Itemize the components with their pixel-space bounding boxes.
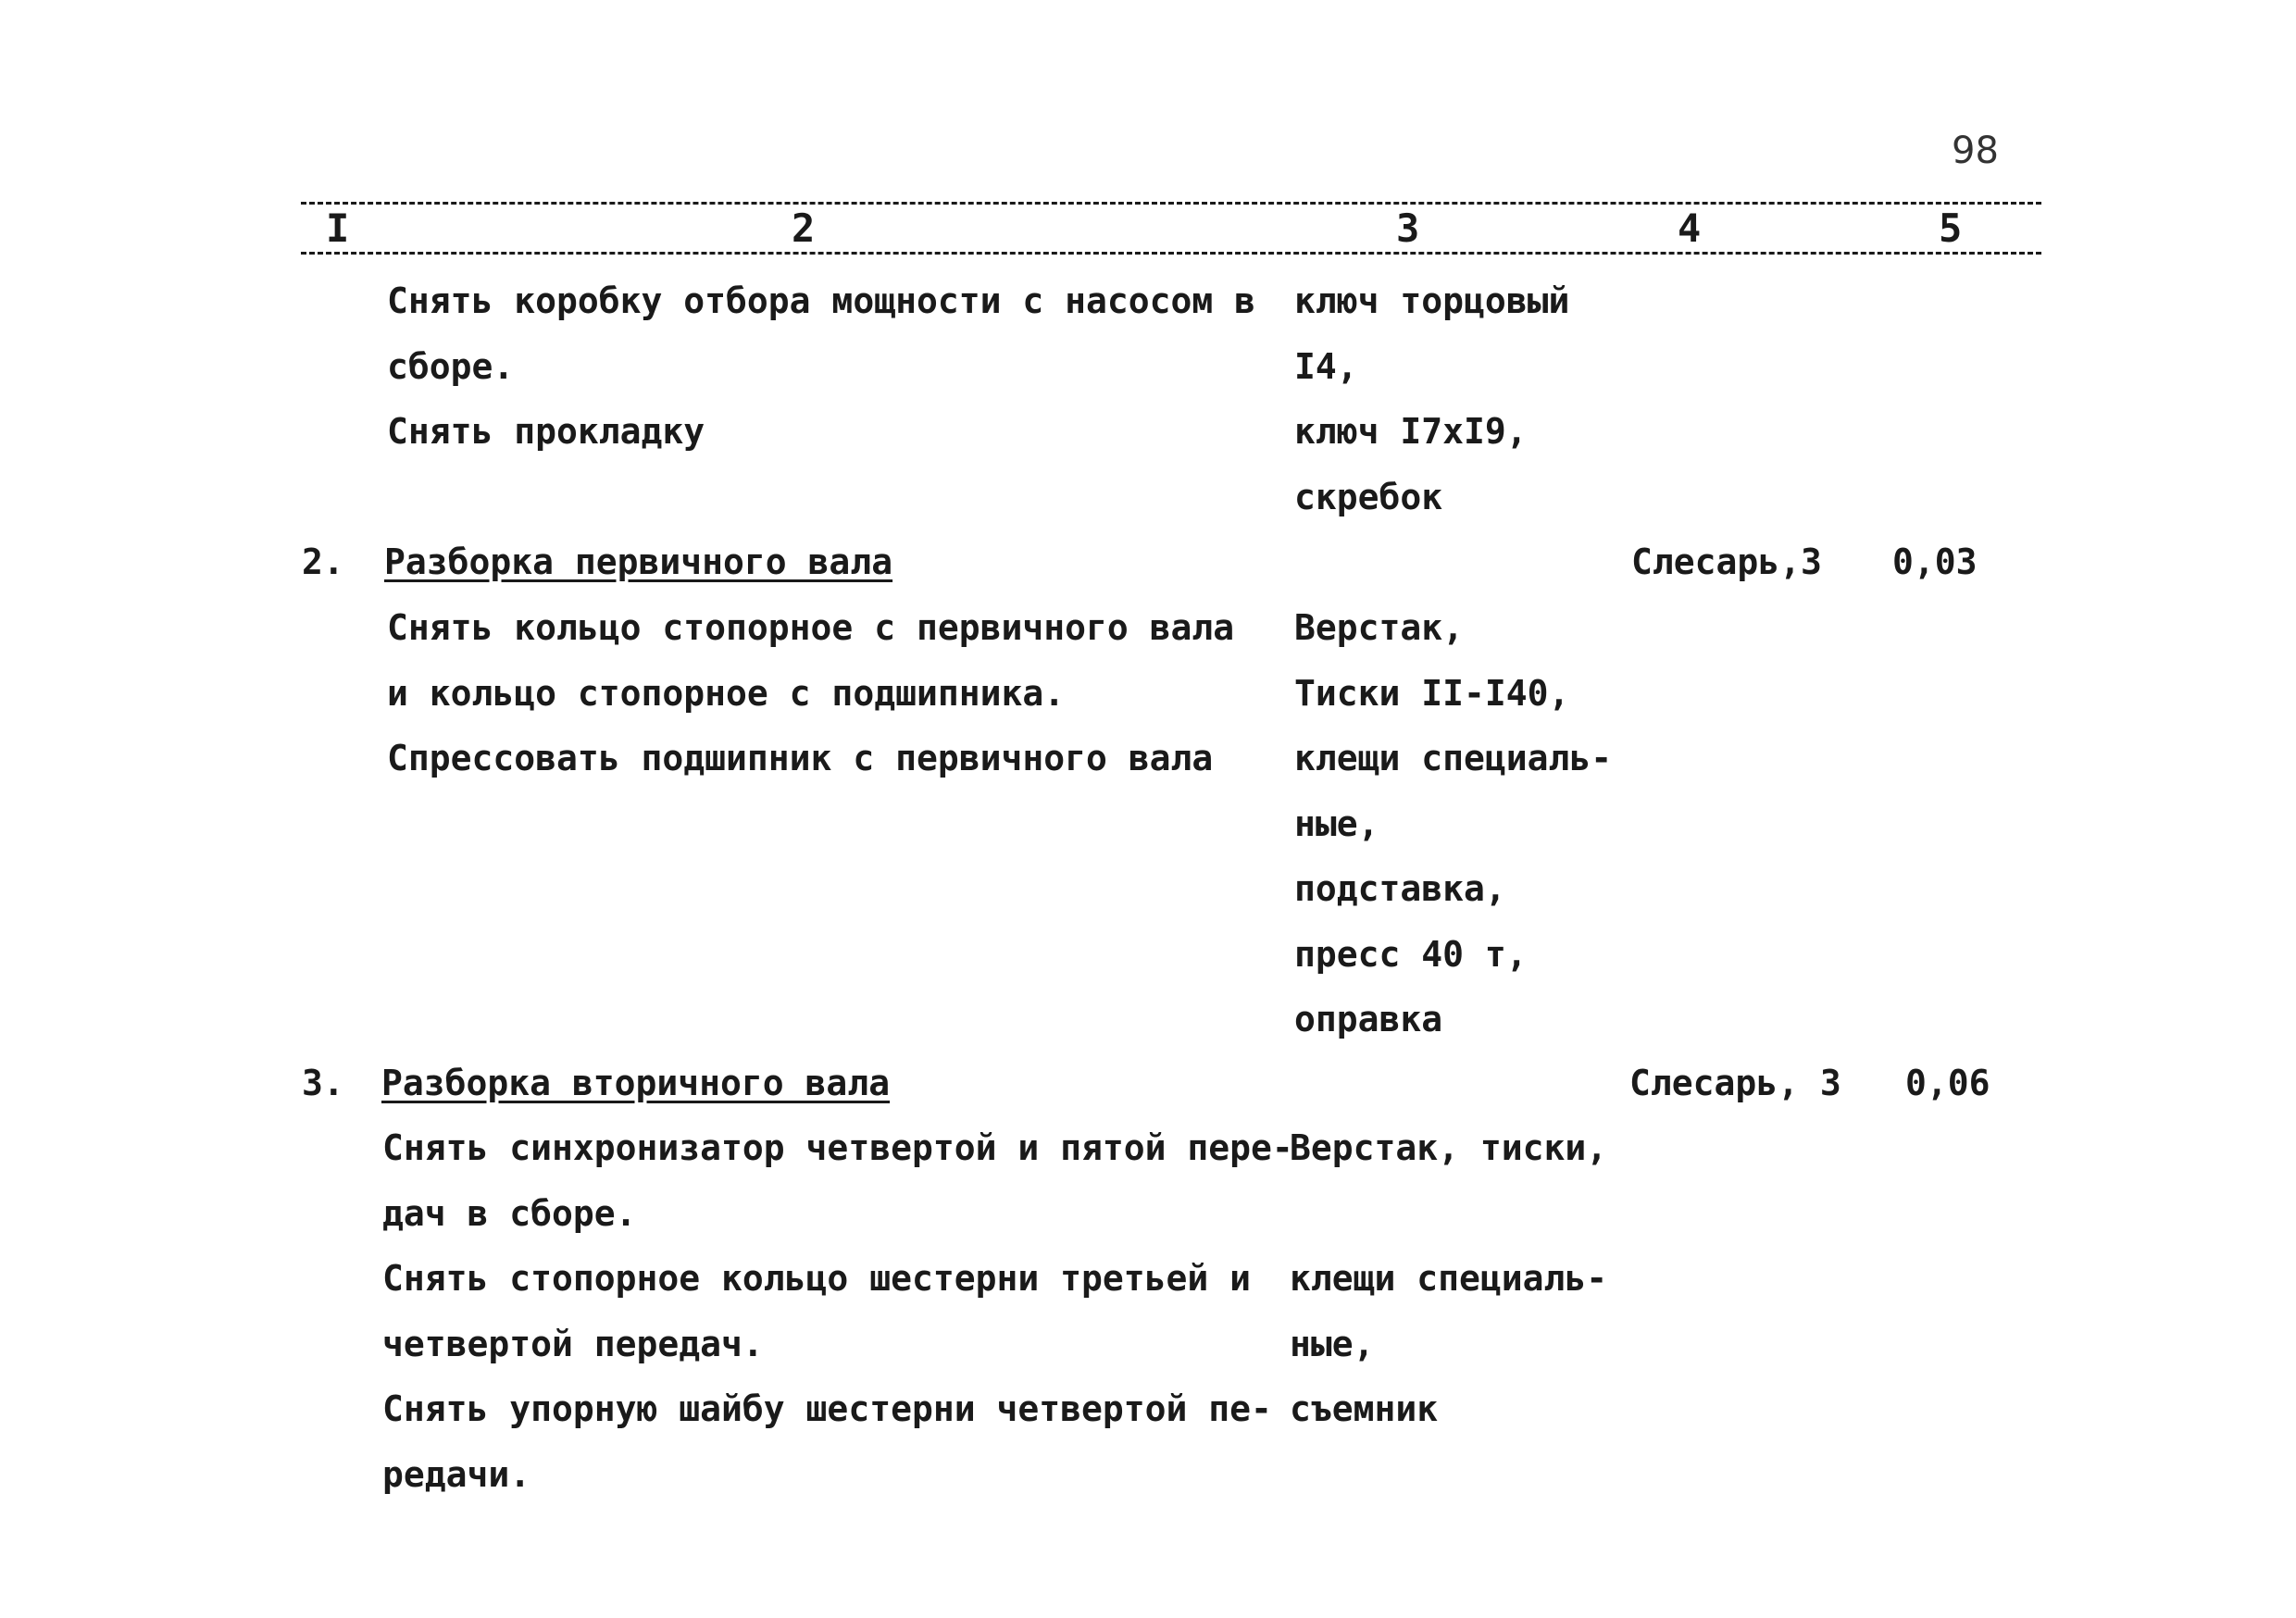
column-header-4: 4: [1678, 205, 1702, 251]
tool-line: клещи специаль-: [1290, 1258, 1608, 1299]
row-2-worker: Слесарь,3: [1631, 541, 1822, 582]
tool-line: пресс 40 т,: [1294, 933, 1528, 975]
row-2-time: 0,03: [1892, 541, 1978, 582]
operation-line: Спрессовать подшипник с первичного вала: [387, 738, 1214, 778]
row-1-tools: [1294, 268, 1569, 529]
column-header-5: 5: [1939, 205, 1963, 251]
tool-line: клещи специаль-: [1294, 738, 1613, 778]
table-rule-bottom: [301, 252, 2041, 255]
row-3-number: 3.: [302, 1063, 344, 1103]
tool-line: Верстак, тиски,: [1290, 1127, 1608, 1168]
tool-line: оправка: [1294, 999, 1443, 1039]
row-3-time: 0,06: [1905, 1063, 1990, 1103]
operation-line: сборе.: [387, 345, 515, 387]
tool-line: подставка,: [1294, 868, 1506, 909]
operation-line: Снять стопорное кольцо шестерни третьей и: [382, 1258, 1251, 1299]
row-2-number: 2.: [302, 541, 344, 582]
tool-line: ные,: [1290, 1323, 1375, 1364]
column-header-2: 2: [792, 205, 816, 251]
row-2-tools: [1294, 595, 1612, 1052]
tool-line: ключ торцовый: [1294, 280, 1570, 321]
row-3-tools: [1290, 1115, 1607, 1442]
column-header-1: I: [326, 205, 350, 251]
tool-line: ключ I7xI9,: [1294, 411, 1528, 452]
tool-line: Верстак,: [1294, 607, 1465, 648]
tool-line: скребок: [1294, 476, 1443, 517]
row-3-operations: [382, 1115, 1293, 1507]
row-2-operations: [387, 595, 1234, 791]
table-rule-top: [301, 202, 2041, 205]
operation-line: Снять синхронизатор четвертой и пятой пере-: [382, 1127, 1293, 1168]
row-3-worker: Слесарь, 3: [1629, 1063, 1841, 1103]
tool-line: [1290, 1181, 1607, 1247]
column-header-3: 3: [1396, 205, 1420, 251]
operation-line: Снять прокладку: [387, 411, 705, 452]
tool-line: ные,: [1294, 803, 1379, 844]
operation-line: Снять коробку отбора мощности с насосом в: [387, 280, 1255, 321]
operation-line: четвертой передач.: [382, 1323, 764, 1364]
operation-line: и кольцо стопорное с подшипника.: [387, 672, 1066, 714]
operation-line: редачи.: [382, 1453, 531, 1495]
operation-line: Снять кольцо стопорное с первичного вала: [387, 607, 1235, 648]
operation-line: Снять упорную шайбу шестерни четвертой пе-: [382, 1388, 1272, 1429]
row-3-title: Разборка вторичного вала: [381, 1063, 891, 1103]
page-number: 98: [1952, 130, 1999, 172]
tool-line: Тиски II-I40,: [1294, 672, 1570, 714]
row-2-title: Разборка первичного вала: [384, 541, 893, 582]
row-1-operations: [387, 268, 1255, 465]
tool-line: съемник: [1290, 1388, 1439, 1429]
operation-line: дач в сборе.: [382, 1192, 637, 1234]
tool-line: I4,: [1294, 345, 1358, 387]
